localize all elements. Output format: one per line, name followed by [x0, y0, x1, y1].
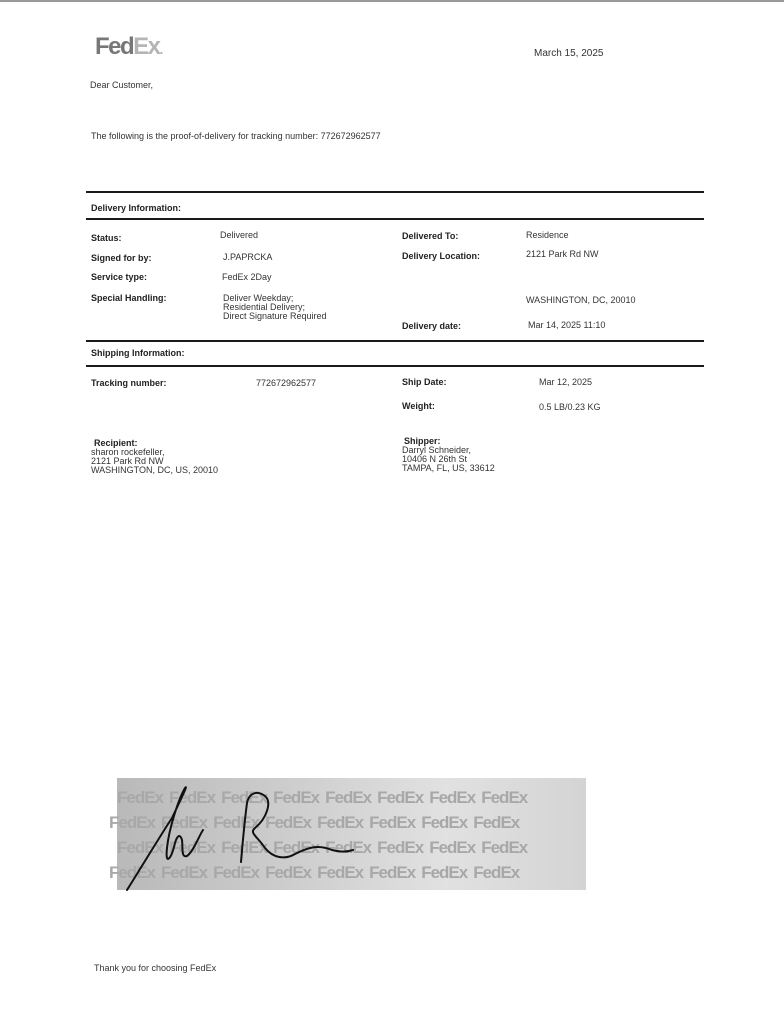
signature-image	[109, 778, 586, 890]
signature-watermark: FedEx FedEx FedEx FedEx FedEx FedEx FedEx FedEx	[109, 813, 520, 832]
recipient-city: WASHINGTON, DC, US, 20010	[91, 465, 219, 475]
status-label: Status:	[91, 233, 122, 243]
special-handling-line-1: Deliver Weekday;	[223, 293, 294, 303]
weight-label: Weight:	[402, 401, 435, 411]
delivered-to-label: Delivered To:	[402, 231, 459, 241]
signature-watermark: FedEx FedEx FedEx FedEx FedEx FedEx FedEx FedEx	[117, 788, 528, 807]
shipper-block	[402, 437, 495, 473]
recipient-street: 2121 Park Rd NW	[91, 456, 164, 466]
shipping-info-title: Shipping Information:	[91, 348, 185, 358]
signature-watermark: FedEx FedEx FedEx FedEx FedEx FedEx FedEx FedEx	[109, 863, 520, 882]
closing-text: Thank you for choosing FedEx	[94, 963, 217, 973]
service-type-label: Service type:	[91, 272, 148, 282]
signed-for-label: Signed for by:	[91, 253, 152, 263]
intro-text: The following is the proof-of-delivery for tracking number: 772672962577	[91, 131, 381, 141]
signed-for-value: J.PAPRCKA	[223, 252, 273, 262]
delivery-location-line-1: 2121 Park Rd NW	[526, 249, 599, 259]
ship-date-label: Ship Date:	[402, 377, 447, 387]
weight-value: 0.5 LB/0.23 KG	[539, 402, 601, 412]
letter-date: March 15, 2025	[534, 48, 604, 59]
status-value: Delivered	[220, 230, 259, 240]
tracking-number-label: Tracking number:	[91, 378, 167, 388]
delivery-location-line-2: WASHINGTON, DC, 20010	[526, 295, 636, 305]
shipper-street: 10406 N 26th St	[402, 454, 468, 464]
divider	[86, 365, 704, 367]
delivery-info-title: Delivery Information:	[91, 203, 182, 213]
signature-watermark: FedEx FedEx FedEx FedEx FedEx FedEx FedEx FedEx	[117, 838, 528, 857]
special-handling-line-2: Residential Delivery;	[223, 302, 306, 312]
service-type-value: FedEx 2Day	[222, 272, 272, 282]
shipper-city: TAMPA, FL, US, 33612	[402, 463, 495, 473]
special-handling-line-3: Direct Signature Required	[223, 311, 327, 321]
divider	[86, 340, 704, 342]
delivery-date-value: Mar 14, 2025 11:10	[528, 320, 606, 330]
divider	[86, 218, 704, 220]
fedex-logo: FedEx.	[95, 33, 162, 60]
divider	[86, 191, 704, 193]
recipient-block	[91, 439, 218, 475]
recipient-heading: Recipient:	[94, 438, 138, 448]
shipper-heading: Shipper:	[404, 436, 441, 446]
delivery-date-label: Delivery date:	[402, 321, 462, 331]
delivered-to-value: Residence	[526, 230, 569, 240]
greeting: Dear Customer,	[90, 80, 154, 90]
recipient-name: sharon rockefeller,	[91, 447, 165, 457]
scan-edge	[0, 0, 784, 2]
tracking-number-value: 772672962577	[256, 378, 317, 388]
special-handling-label: Special Handling:	[91, 293, 167, 303]
shipper-name: Darryl Schneider,	[402, 445, 472, 455]
delivery-location-label: Delivery Location:	[402, 251, 481, 261]
handwritten-signature	[117, 778, 586, 890]
ship-date-value: Mar 12, 2025	[539, 377, 593, 387]
